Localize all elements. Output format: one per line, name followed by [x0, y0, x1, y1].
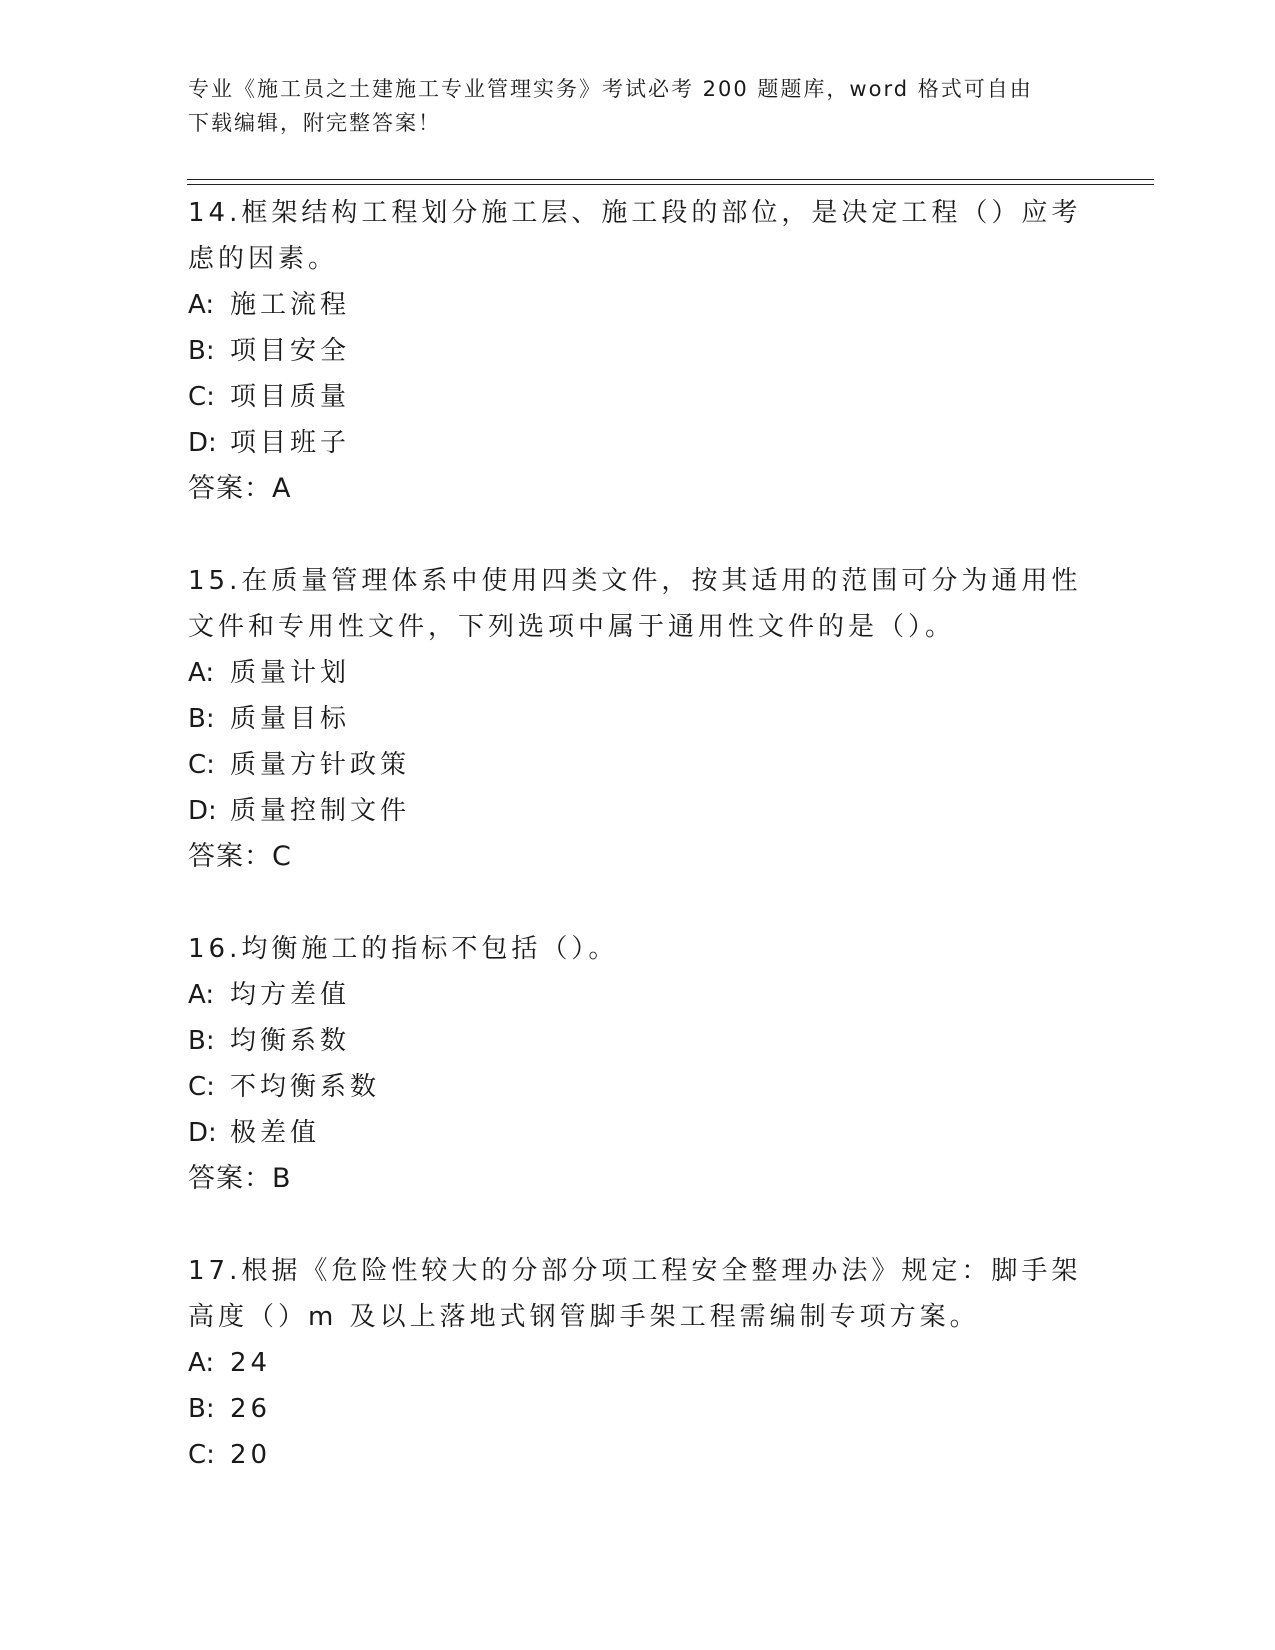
option-letter: A: [188, 290, 215, 320]
answer-label: 答案：A [188, 473, 292, 504]
option-c [188, 374, 1088, 420]
question-15 [188, 558, 1088, 880]
question-17 [188, 1248, 1088, 1478]
option-letter: C: [188, 750, 215, 780]
option-text: 20 [230, 1440, 272, 1470]
option-letter: A: [188, 980, 215, 1010]
option-c [188, 1432, 1088, 1478]
option-letter: B: [188, 1026, 215, 1056]
option-c [188, 742, 1088, 788]
option-text: 质量控制文件 [230, 796, 411, 826]
question-stem: 17.根据《危险性较大的分部分项工程安全整理办法》规定：脚手架高度（）m 及以上落地式钢管脚手架工程需编制专项方案。 [188, 1256, 1082, 1332]
header-line-1: 专业《施工员之土建施工专业管理实务》考试必考 200 题题库，word 格式可自由 [188, 77, 1033, 101]
option-text: 26 [230, 1394, 272, 1424]
option-letter: B: [188, 336, 215, 366]
option-text: 均衡系数 [230, 1026, 351, 1056]
option-text: 施工流程 [230, 290, 351, 320]
question-14 [188, 190, 1088, 512]
option-letter: D: [188, 796, 217, 826]
option-b [188, 696, 1088, 742]
option-b [188, 328, 1088, 374]
option-text: 项目班子 [230, 428, 351, 458]
option-letter: B: [188, 1394, 215, 1424]
question-stem: 16.均衡施工的指标不包括（）。 [188, 934, 619, 964]
option-letter: D: [188, 428, 217, 458]
document-header [188, 72, 1088, 140]
option-letter: D: [188, 1118, 217, 1148]
answer-label: 答案：C [188, 841, 292, 872]
option-text: 质量目标 [230, 704, 351, 734]
option-b [188, 1018, 1088, 1064]
option-a [188, 1340, 1088, 1386]
option-text: 质量方针政策 [230, 750, 411, 780]
header-line-2: 下载编辑，附完整答案！ [188, 111, 441, 135]
option-a [188, 650, 1088, 696]
option-letter: C: [188, 1072, 215, 1102]
question-stem: 14.框架结构工程划分施工层、施工段的部位，是决定工程（）应考虑的因素。 [188, 198, 1082, 274]
question-list [188, 190, 1088, 1524]
option-text: 项目安全 [230, 336, 351, 366]
header-divider-top [187, 179, 1154, 180]
option-d [188, 420, 1088, 466]
option-letter: A: [188, 658, 215, 688]
option-a [188, 972, 1088, 1018]
answer-label: 答案：B [188, 1163, 292, 1194]
question-16 [188, 926, 1088, 1202]
option-c [188, 1064, 1088, 1110]
option-b [188, 1386, 1088, 1432]
option-text: 24 [230, 1348, 272, 1378]
option-text: 项目质量 [230, 382, 351, 412]
option-text: 均方差值 [230, 980, 351, 1010]
option-letter: B: [188, 704, 215, 734]
option-d [188, 788, 1088, 834]
question-stem: 15.在质量管理体系中使用四类文件，按其适用的范围可分为通用性文件和专用性文件，下列选项中属于通用性文件的是（）。 [188, 566, 1082, 642]
option-text: 极差值 [230, 1118, 321, 1148]
option-letter: C: [188, 1440, 215, 1470]
option-text: 质量计划 [230, 658, 351, 688]
option-text: 不均衡系数 [230, 1072, 381, 1102]
option-d [188, 1110, 1088, 1156]
option-letter: C: [188, 382, 215, 412]
option-a [188, 282, 1088, 328]
option-letter: A: [188, 1348, 215, 1378]
header-divider-bottom [187, 184, 1154, 185]
